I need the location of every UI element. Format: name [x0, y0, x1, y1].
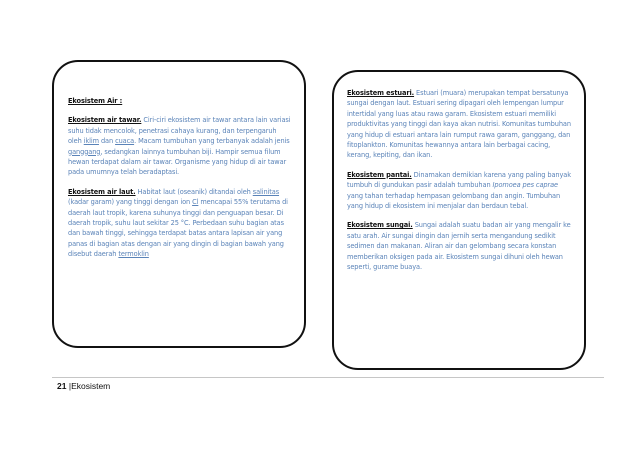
text-segment: , sedangkan lainnya tumbuhan biji. Hampir semua filum hewan terdapat dalam air tawar. Organisme yang hidup di air tawar pada umumnya telah beradaptasi. — [68, 147, 287, 177]
text-segment: Dinamakan demikian karena yang paling banyak tumbuh di gundukan pasir adalah tumbuhan — [347, 170, 571, 190]
text-segment: Ciri-ciri ekosistem air tawar antara lain variasi suhu tidak mencolok, penetrasi cahaya kurang, dan terpengaruh oleh — [68, 116, 291, 146]
text-segment: Estuari (muara) merupakan tempat bersatunya sungai dengan laut. Estuari sering dipagari oleh lempengan lumpur intertidal yang luas atau rawa garam. Ekosistem estuari memiliki produktivitas yang tinggi dan kaya akan nutrisi. Komunitas tumbuhan yang hidup di estuari antara lain rumput rawa garam, ganggang, dan fitoplankton. Komunitas hewannya antara lain berbagai cacing, kerang, kepiting, dan ikan. — [347, 89, 571, 160]
species-name: Ipomoea pes caprae — [492, 181, 558, 190]
link-iklim[interactable]: iklim — [83, 137, 99, 146]
text-segment: Sungai adalah suatu badan air yang mengalir ke satu arah. Air sungai dingin dan jernih serta mengandung sedikit sedimen dan makanan. Aliran air dan gelombang secara konstan memberikan oksigen pada air. Ekosistem sungai dihuni oleh hewan seperti, gurame buaya. — [347, 221, 571, 272]
footer-label: Ekosistem — [71, 381, 111, 391]
page-number: 21 — [57, 381, 67, 391]
text-segment: Habitat laut (oseanik) ditandai oleh — [135, 187, 253, 196]
ekosistem-air-title: Ekosistem Air : — [68, 97, 123, 105]
paragraph-estuari — [347, 88, 571, 161]
left-text-card — [52, 60, 306, 348]
right-card-content — [347, 88, 571, 282]
text-segment: (kadar garam) yang tinggi dengan ion — [68, 198, 193, 207]
link-termoklin[interactable]: termoklin — [118, 250, 149, 259]
footer-divider — [52, 377, 604, 378]
text-segment: yang tahan terhadap hempasan gelombang dan angin. Tumbuhan yang hidup di ekosistem ini menjalar dan berdaun tebal. — [347, 191, 561, 211]
text-segment: . Macam tumbuhan yang terbanyak adalah jenis — [134, 137, 290, 146]
paragraph-air-laut — [68, 187, 292, 260]
heading-pantai: Ekosistem pantai. — [347, 170, 412, 179]
paragraph-air-tawar — [68, 115, 292, 177]
right-text-card — [332, 70, 586, 370]
left-card-title — [68, 96, 292, 106]
link-cuaca[interactable]: cuaca — [115, 137, 135, 146]
page-footer — [57, 381, 110, 391]
link-salinitas[interactable]: salinitas — [252, 187, 280, 196]
text-segment: mencapai 55% terutama di daerah laut tropik, karena suhunya tinggi dan penguapan besar. Di daerah tropik, suhu laut sekitar 25 °C. Perbedaan suhu bagian atas dan bawah tinggi, sehingga terdapat batas antara lapisan air yang panas di bagian atas dengan air yang dingin di bagian bawah yang disebut daerah — [68, 198, 288, 259]
text-segment: dan — [98, 137, 116, 146]
paragraph-pantai — [347, 170, 571, 212]
heading-air-tawar: Ekosistem air tawar. — [68, 116, 142, 125]
link-cl[interactable]: Cl — [192, 198, 199, 207]
paragraph-sungai — [347, 220, 571, 272]
link-ganggang[interactable]: ganggang — [68, 147, 101, 156]
footer-separator: | — [68, 381, 72, 391]
heading-sungai: Ekosistem sungai. — [347, 221, 413, 230]
heading-estuari: Ekosistem estuari. — [347, 89, 415, 97]
heading-air-laut: Ekosistem air laut. — [68, 187, 136, 196]
left-card-content — [68, 96, 292, 269]
